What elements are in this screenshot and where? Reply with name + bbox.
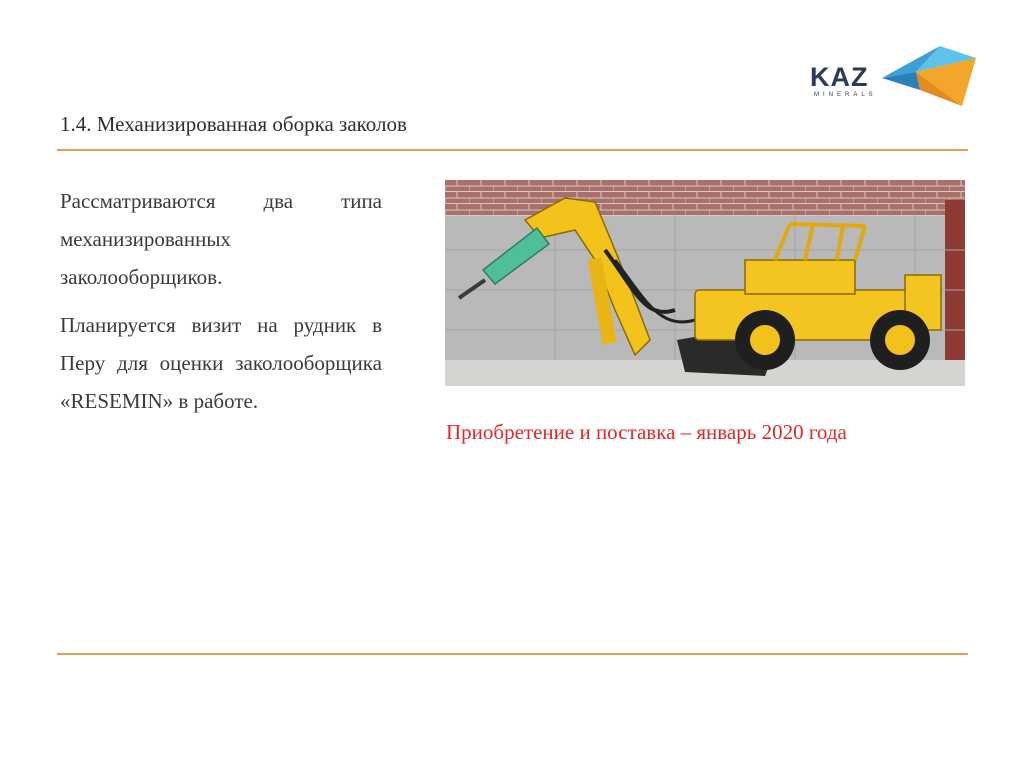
bottom-divider xyxy=(57,653,968,655)
logo-wordmark: KAZ xyxy=(810,62,869,92)
logo-mark-icon xyxy=(880,44,978,108)
machine-illustration xyxy=(445,180,965,386)
logo-subtitle: MINERALS xyxy=(814,92,877,98)
paragraph-visit: Планируется визит на рудник в Перу для оценки заколооборщика «RESEMIN» в работе. xyxy=(60,313,382,413)
kaz-minerals-logo xyxy=(808,44,978,114)
paragraph-types: Рассматриваются два типа механизированных заколооборщиков. xyxy=(60,189,382,289)
top-divider xyxy=(57,149,968,151)
figure-caption: Приобретение и поставка – январь 2020 года xyxy=(446,420,847,444)
body-text xyxy=(60,182,382,430)
page-title: 1.4. Механизированная оборка заколов xyxy=(60,112,407,136)
scaling-machine-photo xyxy=(445,180,965,386)
